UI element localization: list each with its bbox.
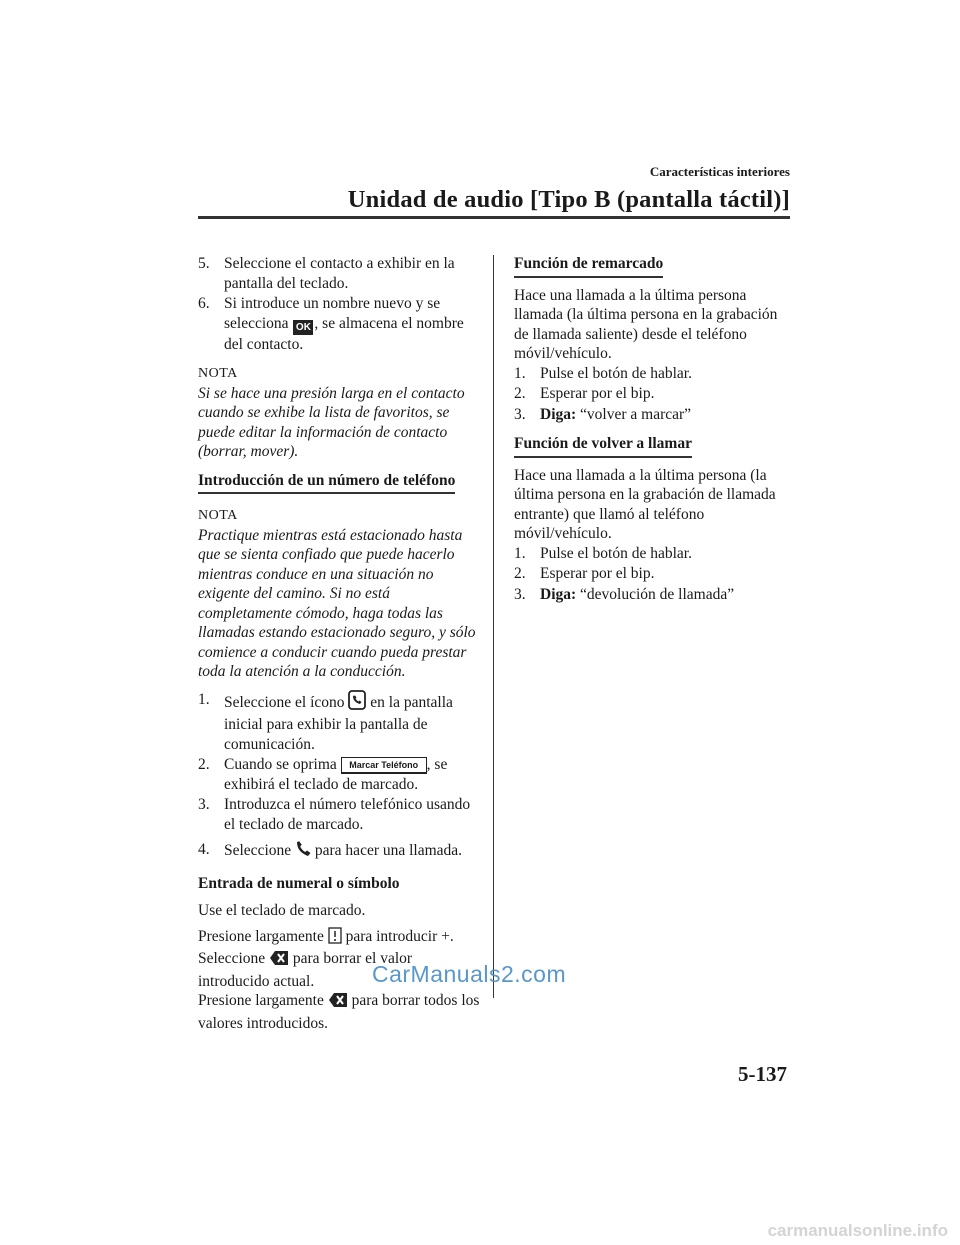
step-number: 3. xyxy=(514,585,526,603)
step-text: Seleccione el ícono xyxy=(224,693,345,711)
list-item xyxy=(514,585,794,605)
step-label: Diga: xyxy=(540,585,577,603)
step-text: “devolución de llamada” xyxy=(580,585,735,603)
section-heading: Introducción de un número de teléfono xyxy=(198,471,455,495)
step-text: para hacer una llamada. xyxy=(314,842,463,859)
right-column xyxy=(514,254,794,605)
left-column xyxy=(198,254,480,1033)
page-number: 5-137 xyxy=(738,1062,787,1086)
section-label: Características interiores xyxy=(649,164,790,179)
paragraph: Presione largamente para introducir +. xyxy=(198,927,480,950)
step-label: Diga: xyxy=(540,405,577,423)
column-divider xyxy=(493,255,494,998)
list-item xyxy=(198,755,480,794)
delete-icon xyxy=(269,950,289,972)
list-item xyxy=(198,690,480,755)
step-text: Esperar por el bip. xyxy=(540,565,655,582)
note-label: NOTA xyxy=(198,366,238,381)
list-item xyxy=(198,294,480,354)
phone-icon xyxy=(295,840,311,864)
list-item xyxy=(514,364,794,384)
step-number: 1. xyxy=(514,364,526,382)
step-text: , se almacena el nombre del contacto. xyxy=(224,314,464,353)
communication-icon xyxy=(348,690,366,716)
list-item xyxy=(198,254,480,293)
ok-icon: OK xyxy=(293,320,313,335)
header-rule xyxy=(198,216,790,219)
list-item xyxy=(514,544,794,564)
step-number: 4. xyxy=(198,841,210,858)
paragraph: Seleccione para borrar el valor introducido actual. xyxy=(198,950,413,990)
note-text: Si se hace una presión larga en el contacto cuando se exhibe la lista de favoritos, se puede editar la información de contacto (borrar, mover). xyxy=(198,384,465,460)
paragraph: Presione largamente para borrar todos los valores introducidos. xyxy=(198,992,480,1032)
note-label: NOTA xyxy=(198,508,238,523)
page-title: Unidad de audio [Tipo B (pantalla táctil)] xyxy=(347,186,790,213)
step-number: 2. xyxy=(514,565,526,582)
list-item xyxy=(514,564,794,584)
step-number: 1. xyxy=(514,544,526,562)
list-item xyxy=(198,840,480,864)
step-text: Pulse el botón de hablar. xyxy=(540,544,692,562)
step-text: “volver a marcar” xyxy=(580,405,692,423)
step-number: 3. xyxy=(514,405,526,423)
list-item xyxy=(198,795,480,834)
section-heading: Función de volver a llamar xyxy=(514,434,692,458)
step-number: 6. xyxy=(198,295,210,312)
note-text: Practique mientras está estacionado hasta que se sienta confiado que puede hacerlo mientras conduce en una situación no exigente del camino. Si no está completamente cómodo, haga todas las llamadas estando estacionado seguro, y sólo comience a conducir cuando pueda prestar toda la atención a la conducción. xyxy=(198,526,476,680)
paragraph: Hace una llamada a la última persona (la última persona en la grabación de llamada entrante) que llamó al teléfono móvil/vehículo. xyxy=(514,466,776,542)
step-text: Si introduce un nombre nuevo y se selecciona xyxy=(224,295,441,332)
plus-key-icon xyxy=(328,927,342,950)
list-item xyxy=(514,405,794,425)
site-watermark: carmanualsonline.info xyxy=(767,1221,948,1240)
step-text: Introduzca el número telefónico usando el teclado de marcado. xyxy=(224,796,471,833)
step-number: 1. xyxy=(198,690,210,708)
step-number: 3. xyxy=(198,796,210,813)
delete-icon xyxy=(328,992,348,1014)
list-item xyxy=(514,384,794,404)
section-heading: Entrada de numeral o símbolo xyxy=(198,874,400,892)
paragraph: Hace una llamada a la última persona llamada (la última persona en la grabación de llamada saliente) desde el teléfono móvil/vehículo. xyxy=(514,286,778,362)
step-text: en la pantalla inicial para exhibir la pantalla de comunicación. xyxy=(224,693,453,753)
paragraph: Use el teclado de marcado. xyxy=(198,902,366,919)
step-number: 5. xyxy=(198,255,210,272)
section-heading: Función de remarcado xyxy=(514,254,663,278)
step-text: Esperar por el bip. xyxy=(540,385,655,402)
marcar-telefono-icon: Marcar Teléfono xyxy=(341,757,427,774)
step-text: Seleccione el contacto a exhibir en la pantalla del teclado. xyxy=(224,255,455,292)
step-text: , se exhibirá el teclado de marcado. xyxy=(224,756,448,793)
step-text: Seleccione xyxy=(224,842,292,859)
step-text: Pulse el botón de hablar. xyxy=(540,364,692,382)
step-number: 2. xyxy=(514,385,526,402)
watermark: CarManuals2.com xyxy=(372,961,567,987)
step-number: 2. xyxy=(198,756,210,773)
step-text: Cuando se oprima xyxy=(224,756,337,773)
